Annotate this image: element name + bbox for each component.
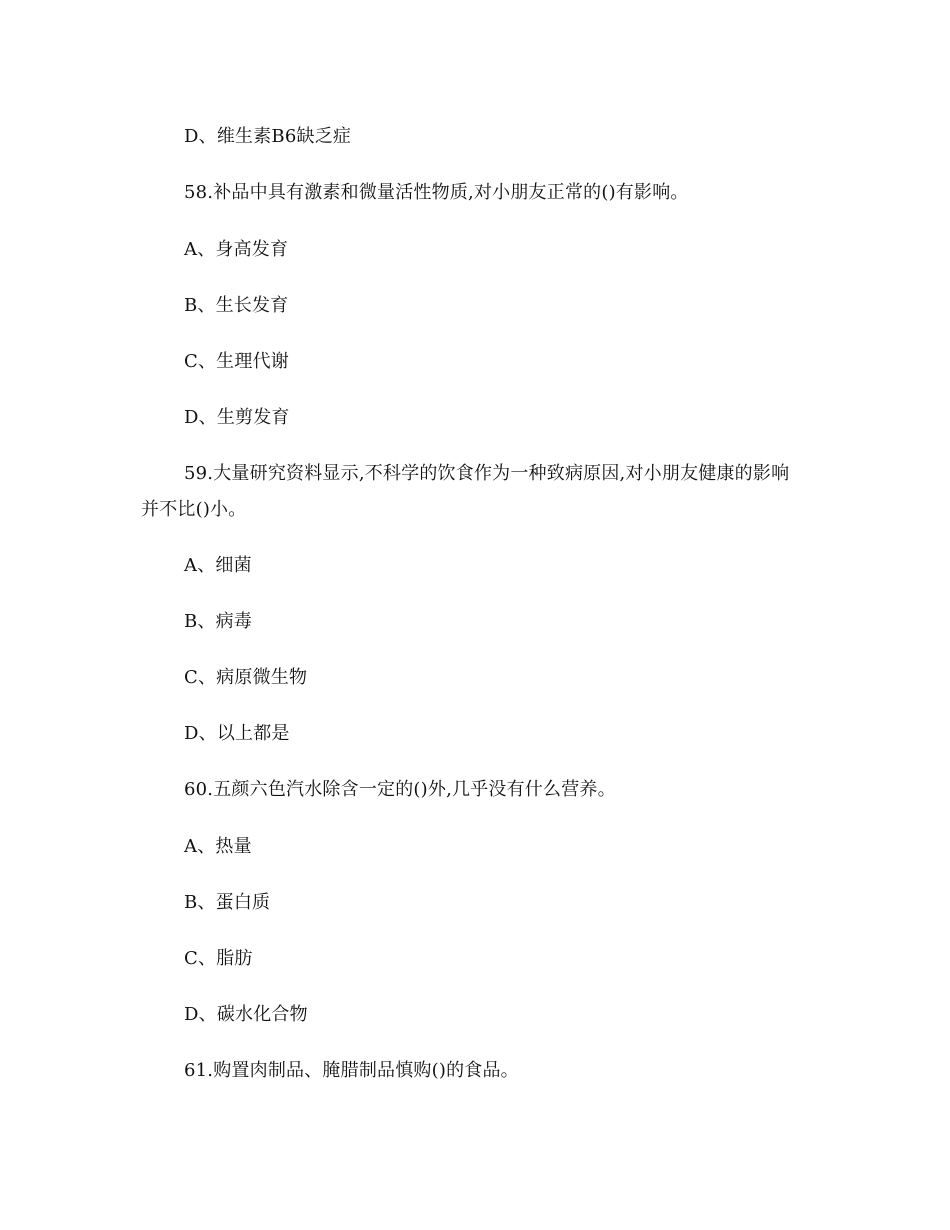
option-d-q60: D、碳水化合物	[184, 1004, 308, 1025]
question-59-continuation: 并不比()小。	[141, 499, 247, 520]
option-d-q58: D、生剪发育	[184, 407, 290, 428]
option-c-q59: C、病原微生物	[184, 667, 308, 688]
question-58: 58.补品中具有激素和微量活性物质,对小朋友正常的()有影响。	[184, 182, 689, 203]
option-c-q60: C、脂肪	[184, 948, 253, 969]
option-b-q58: B、生长发育	[184, 295, 289, 316]
option-d-q57: D、维生素B6缺乏症	[184, 126, 352, 147]
option-a-q59: A、细菌	[184, 555, 252, 576]
question-60: 60.五颜六色汽水除含一定的()外,几乎没有什么营养。	[184, 779, 616, 800]
question-59: 59.大量研究资料显示,不科学的饮食作为一种致病原因,对小朋友健康的影响	[184, 463, 790, 484]
option-c-q58: C、生理代谢	[184, 351, 289, 372]
option-a-q60: A、热量	[184, 836, 252, 857]
option-a-q58: A、身高发育	[184, 239, 289, 260]
question-61: 61.购置肉制品、腌腊制品慎购()的食品。	[184, 1060, 519, 1081]
option-b-q59: B、病毒	[184, 611, 253, 632]
option-d-q59: D、以上都是	[184, 723, 290, 744]
option-b-q60: B、蛋白质	[184, 892, 271, 913]
